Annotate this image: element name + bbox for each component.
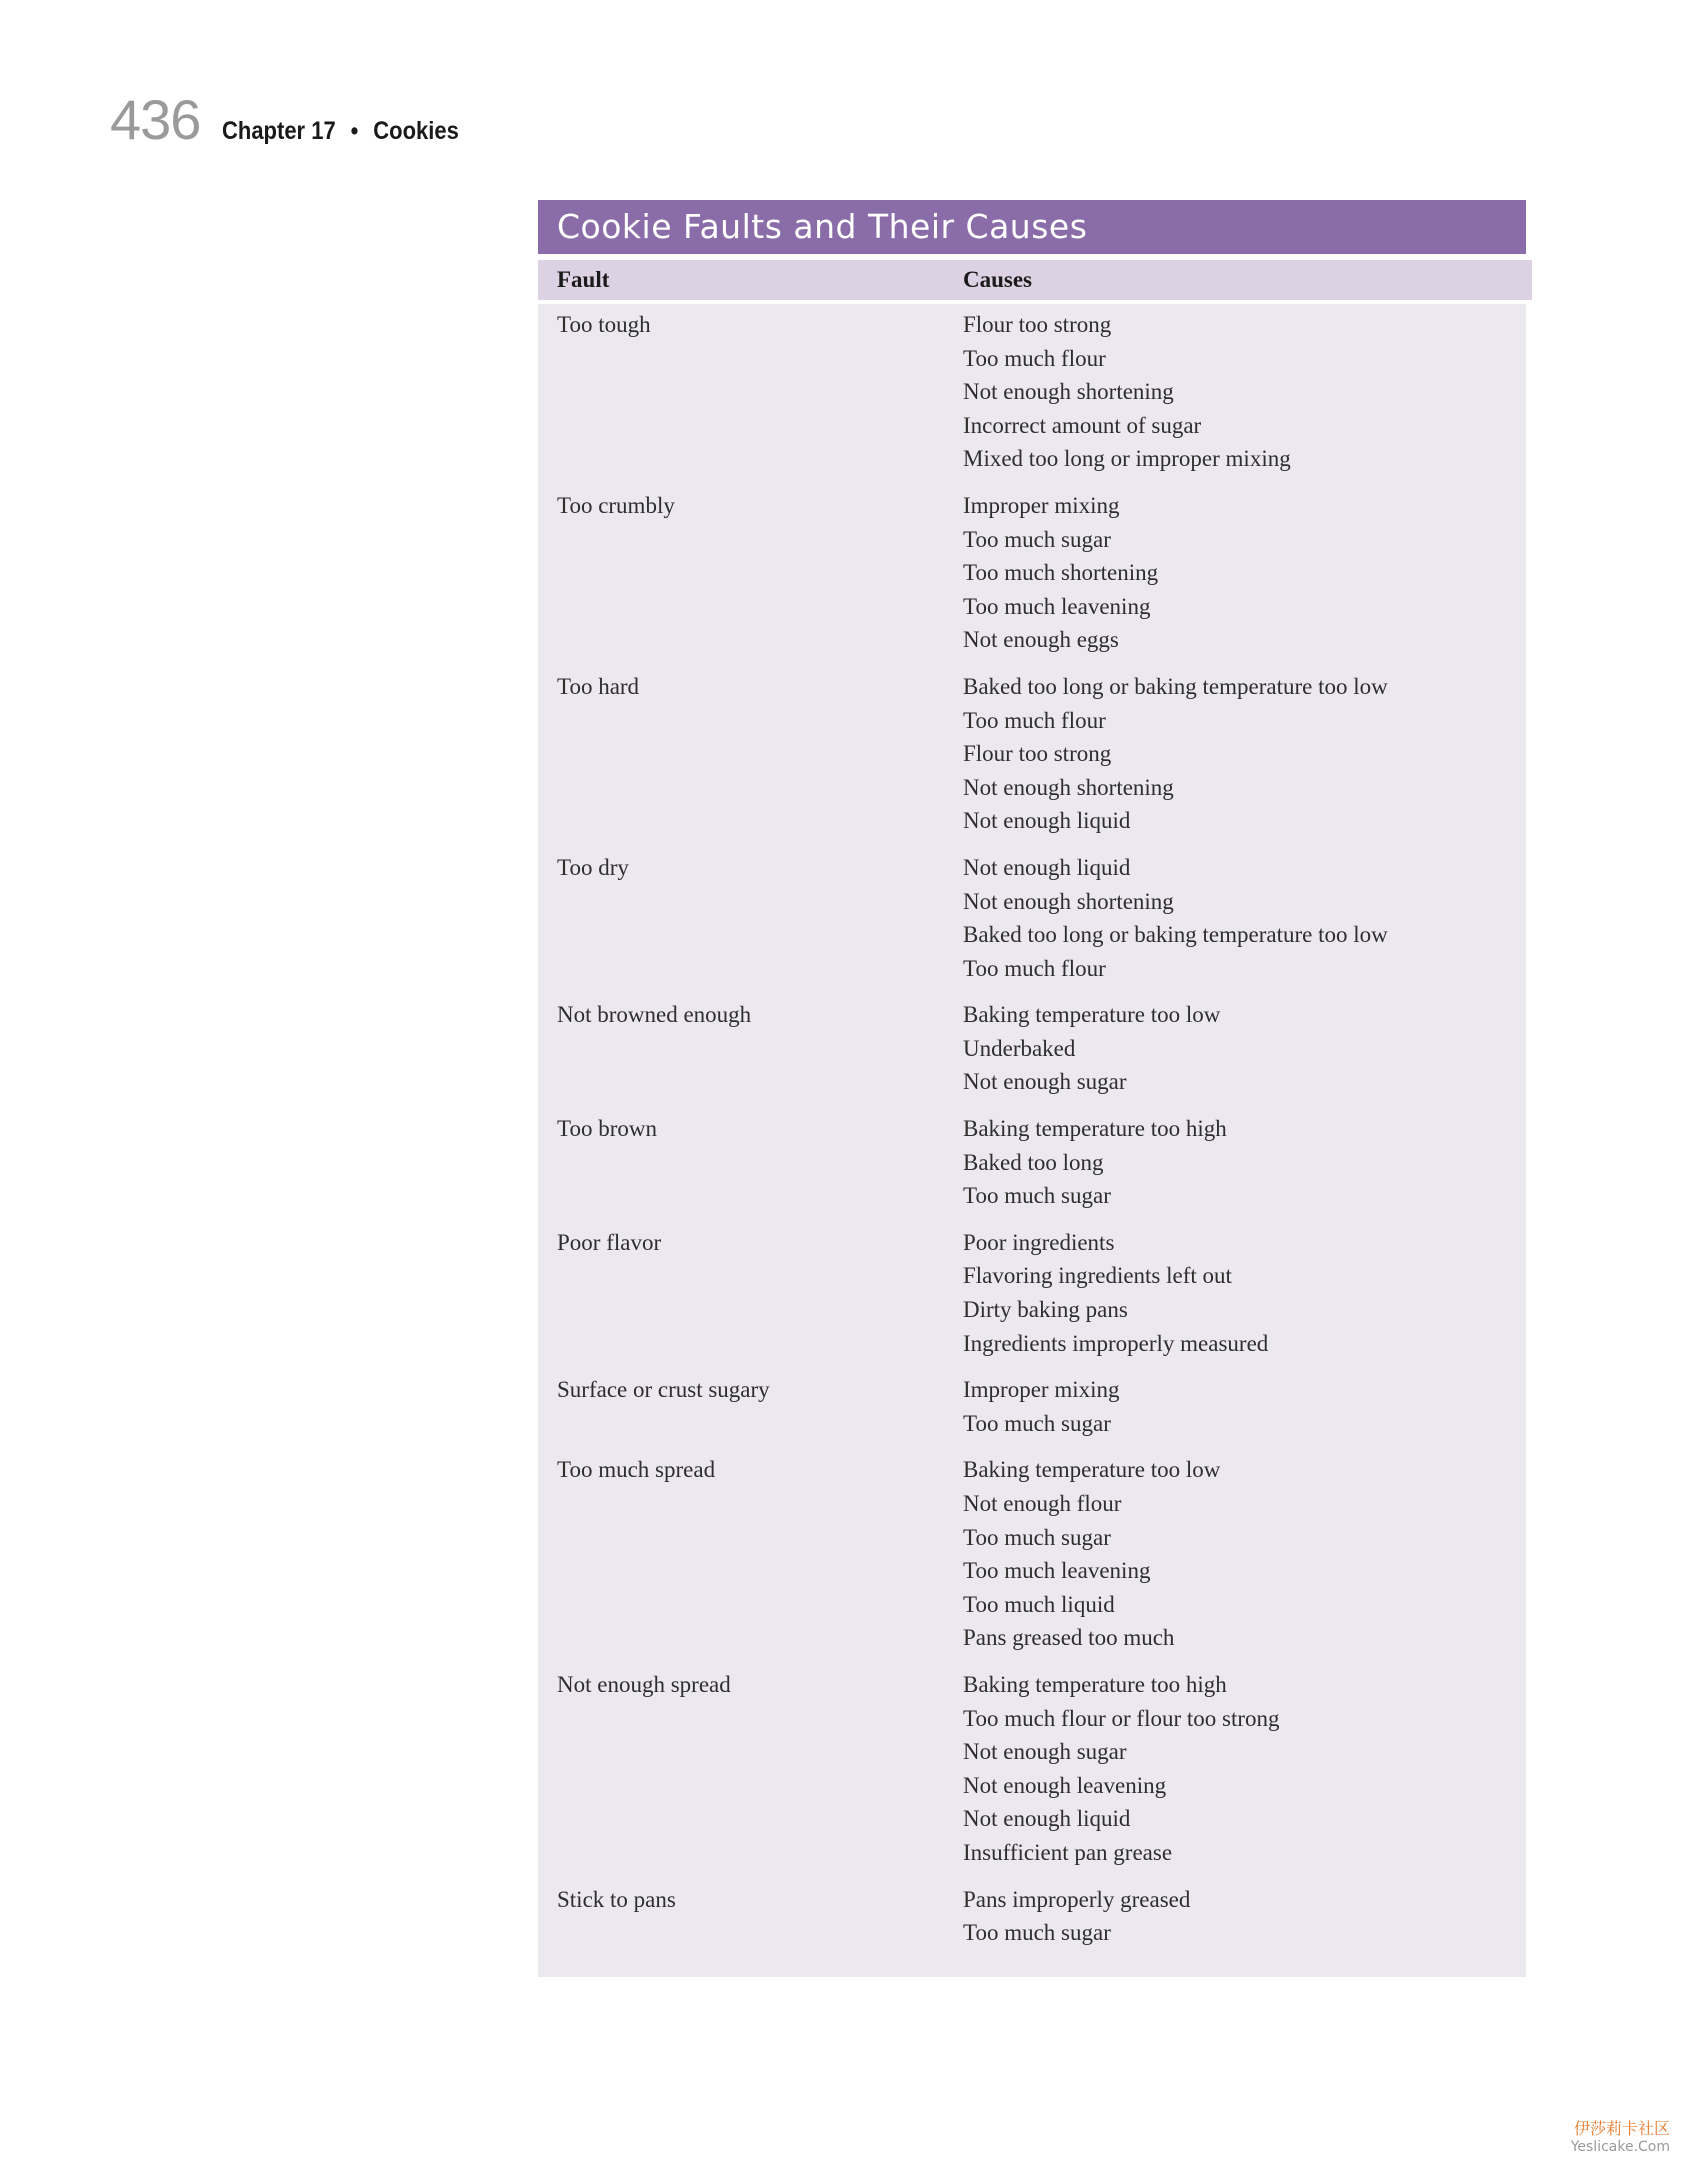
cause-item: Mixed too long or improper mixing — [963, 446, 1291, 472]
cause-item: Flavoring ingredients left out — [963, 1263, 1232, 1289]
table-row — [538, 851, 1526, 985]
causes-cell — [963, 489, 1526, 657]
table-row — [538, 1112, 1526, 1213]
table-row — [538, 308, 1526, 476]
table-row — [538, 670, 1526, 838]
column-header-causes: Causes — [963, 267, 1033, 292]
cause-item: Dirty baking pans — [963, 1297, 1128, 1323]
cause-item: Too much sugar — [963, 1524, 1111, 1550]
table-body — [538, 304, 1526, 1977]
cause-item: Too much flour — [963, 345, 1106, 371]
fault-cell: Too dry — [557, 854, 629, 880]
cause-item: Not enough sugar — [963, 1739, 1127, 1765]
table-header — [538, 260, 1532, 300]
cause-item: Too much leavening — [963, 593, 1151, 619]
fault-cell: Too brown — [557, 1116, 657, 1142]
cause-item: Not enough shortening — [963, 888, 1174, 914]
fault-cell: Surface or crust sugary — [557, 1377, 770, 1403]
cause-item: Flour too strong — [963, 312, 1112, 337]
fault-cell: Not browned enough — [557, 1002, 752, 1028]
table-title: Cookie Faults and Their Causes — [538, 200, 1526, 254]
column-header-fault: Fault — [557, 267, 610, 292]
table-row — [538, 998, 1526, 1099]
page-header — [110, 88, 492, 151]
cause-item: Too much flour — [963, 955, 1106, 981]
watermark-cn: 伊莎莉卡社区 — [1573, 2119, 1670, 2138]
cause-item: Not enough liquid — [963, 854, 1131, 880]
cause-item: Not enough flour — [963, 1491, 1122, 1516]
cause-item: Not enough sugar — [963, 1069, 1127, 1095]
cause-item: Baking temperature too low — [963, 1002, 1221, 1028]
fault-cell: Too much spread — [557, 1457, 716, 1483]
cause-item: Too much liquid — [963, 1591, 1115, 1617]
causes-cell — [963, 1453, 1526, 1655]
table-row — [538, 1668, 1526, 1870]
chapter-heading — [222, 117, 459, 146]
cause-item: Baked too long or baking temperature too low — [963, 673, 1388, 699]
causes-cell — [963, 1112, 1526, 1213]
causes-cell — [963, 1373, 1526, 1440]
bullet-separator: • — [351, 117, 359, 145]
cause-item: Baked too long — [963, 1149, 1104, 1175]
fault-cell: Too hard — [557, 673, 640, 699]
faults-table — [538, 200, 1526, 1977]
cause-item: Flour too strong — [963, 741, 1112, 767]
causes-cell — [963, 998, 1526, 1099]
fault-cell: Not enough spread — [557, 1671, 731, 1697]
cause-item: Too much shortening — [963, 560, 1159, 586]
table-row — [538, 1883, 1526, 1950]
fault-cell: Too tough — [557, 312, 651, 337]
causes-cell — [963, 851, 1526, 985]
table-row — [538, 489, 1526, 657]
causes-cell — [963, 1226, 1526, 1360]
cause-item: Improper mixing — [963, 1377, 1120, 1403]
causes-cell — [963, 1883, 1526, 1950]
cause-item: Baking temperature too high — [963, 1671, 1227, 1697]
cause-item: Not enough liquid — [963, 1806, 1131, 1832]
cause-item: Too much flour or flour too strong — [963, 1705, 1280, 1731]
cause-item: Not enough leavening — [963, 1772, 1167, 1798]
cause-item: Not enough shortening — [963, 379, 1174, 405]
fault-cell: Poor flavor — [557, 1229, 662, 1255]
page-number: 436 — [110, 88, 201, 151]
cause-item: Improper mixing — [963, 492, 1120, 518]
cause-item: Baking temperature too low — [963, 1457, 1221, 1483]
chapter-label: Chapter 17 — [222, 117, 337, 145]
watermark-en: Yeslicake.Com — [1570, 2139, 1670, 2155]
fault-cell: Stick to pans — [557, 1886, 676, 1912]
cause-item: Not enough eggs — [963, 627, 1119, 653]
cause-item: Too much sugar — [963, 1410, 1111, 1436]
causes-cell — [963, 670, 1526, 838]
cause-item: Insufficient pan grease — [963, 1839, 1173, 1865]
cause-item: Baked too long or baking temperature too low — [963, 922, 1388, 948]
cause-item: Poor ingredients — [963, 1229, 1115, 1255]
cause-item: Too much leavening — [963, 1558, 1151, 1584]
cause-item: Ingredients improperly measured — [963, 1330, 1269, 1356]
cause-item: Not enough liquid — [963, 808, 1131, 834]
table-row — [538, 1453, 1526, 1655]
table-row — [538, 1373, 1526, 1440]
cause-item: Too much sugar — [963, 1183, 1111, 1209]
cause-item: Pans greased too much — [963, 1625, 1175, 1651]
cause-item: Baking temperature too high — [963, 1116, 1227, 1142]
cause-item: Too much sugar — [963, 1920, 1111, 1946]
cause-item: Too much flour — [963, 707, 1106, 733]
watermark — [1571, 2116, 1670, 2155]
causes-cell — [963, 1668, 1526, 1870]
cause-item: Pans improperly greased — [963, 1886, 1191, 1912]
causes-cell — [963, 308, 1526, 476]
section-label: Cookies — [373, 117, 460, 145]
cause-item: Underbaked — [963, 1035, 1076, 1061]
cause-item: Not enough shortening — [963, 774, 1174, 800]
cause-item: Incorrect amount of sugar — [963, 412, 1202, 438]
fault-cell: Too crumbly — [557, 492, 675, 518]
table-row — [538, 1226, 1526, 1360]
cause-item: Too much sugar — [963, 526, 1111, 552]
